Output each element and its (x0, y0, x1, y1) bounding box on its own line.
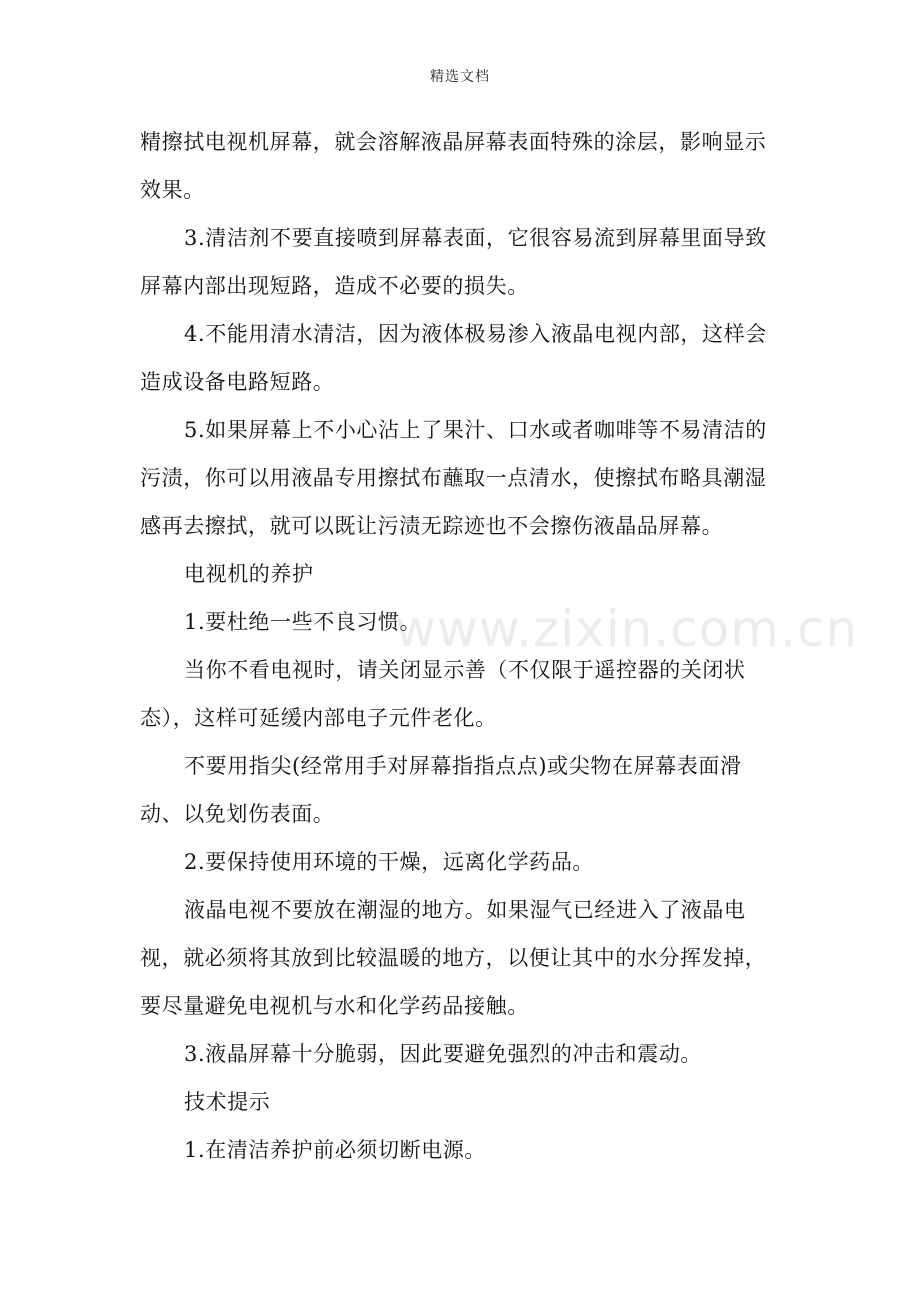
section-heading-maintenance: 电视机的养护 (184, 562, 314, 586)
paragraph-item-5: 5.如果屏幕上不小心沾上了果汁、口水或者咖啡等不易清洁的污渍，你可以用液晶专用擦拭布蘸取一点清水，使擦拭布略具潮湿感再去擦拭，就可以既让污渍无踪迹也不会擦伤液晶品屏幕。 (140, 418, 767, 538)
watermark-text: www.zixin.com.cn (395, 600, 859, 658)
maintenance-item-2: 2.要保持使用环境的干燥，远离化学药品。 (184, 850, 595, 874)
page-header: 精选文档 (430, 69, 490, 85)
maintenance-item-1: 1.要杜绝一些不良习惯。 (184, 610, 422, 634)
section-heading-tips: 技术提示 (184, 1090, 271, 1114)
paragraph-item-3: 3.清洁剂不要直接喷到屏幕表面，它很容易流到屏幕里面导致屏幕内部出现短路，造成不必要的损失。 (140, 226, 767, 298)
paragraph-continuation: 精擦拭电视机屏幕，就会溶解液晶屏幕表面特殊的涂层，影响显示效果。 (140, 130, 767, 202)
maintenance-detail-1: 当你不看电视时，请关闭显示善（不仅限于遥控器的关闭状态），这样可延缓内部电子元件老化。 (140, 658, 746, 730)
tips-item-1: 1.在清洁养护前必须切断电源。 (184, 1138, 487, 1162)
maintenance-detail-2: 不要用指尖(经常用手对屏幕指指点点)或尖物在屏幕表面滑动、以免划伤表面。 (140, 754, 742, 826)
maintenance-item-3: 3.液晶屏幕十分脆弱，因此要避免强烈的冲击和震动。 (184, 1042, 703, 1066)
paragraph-item-4: 4.不能用清水清洁，因为液体极易渗入液晶电视内部，这样会造成设备电路短路。 (140, 322, 767, 394)
maintenance-detail-3: 液晶电视不要放在潮湿的地方。如果湿气已经进入了液晶电视，就必须将其放到比较温暖的地方，以便让其中的水分挥发掉，要尽量避免电视机与水和化学药品接触。 (140, 898, 767, 1018)
